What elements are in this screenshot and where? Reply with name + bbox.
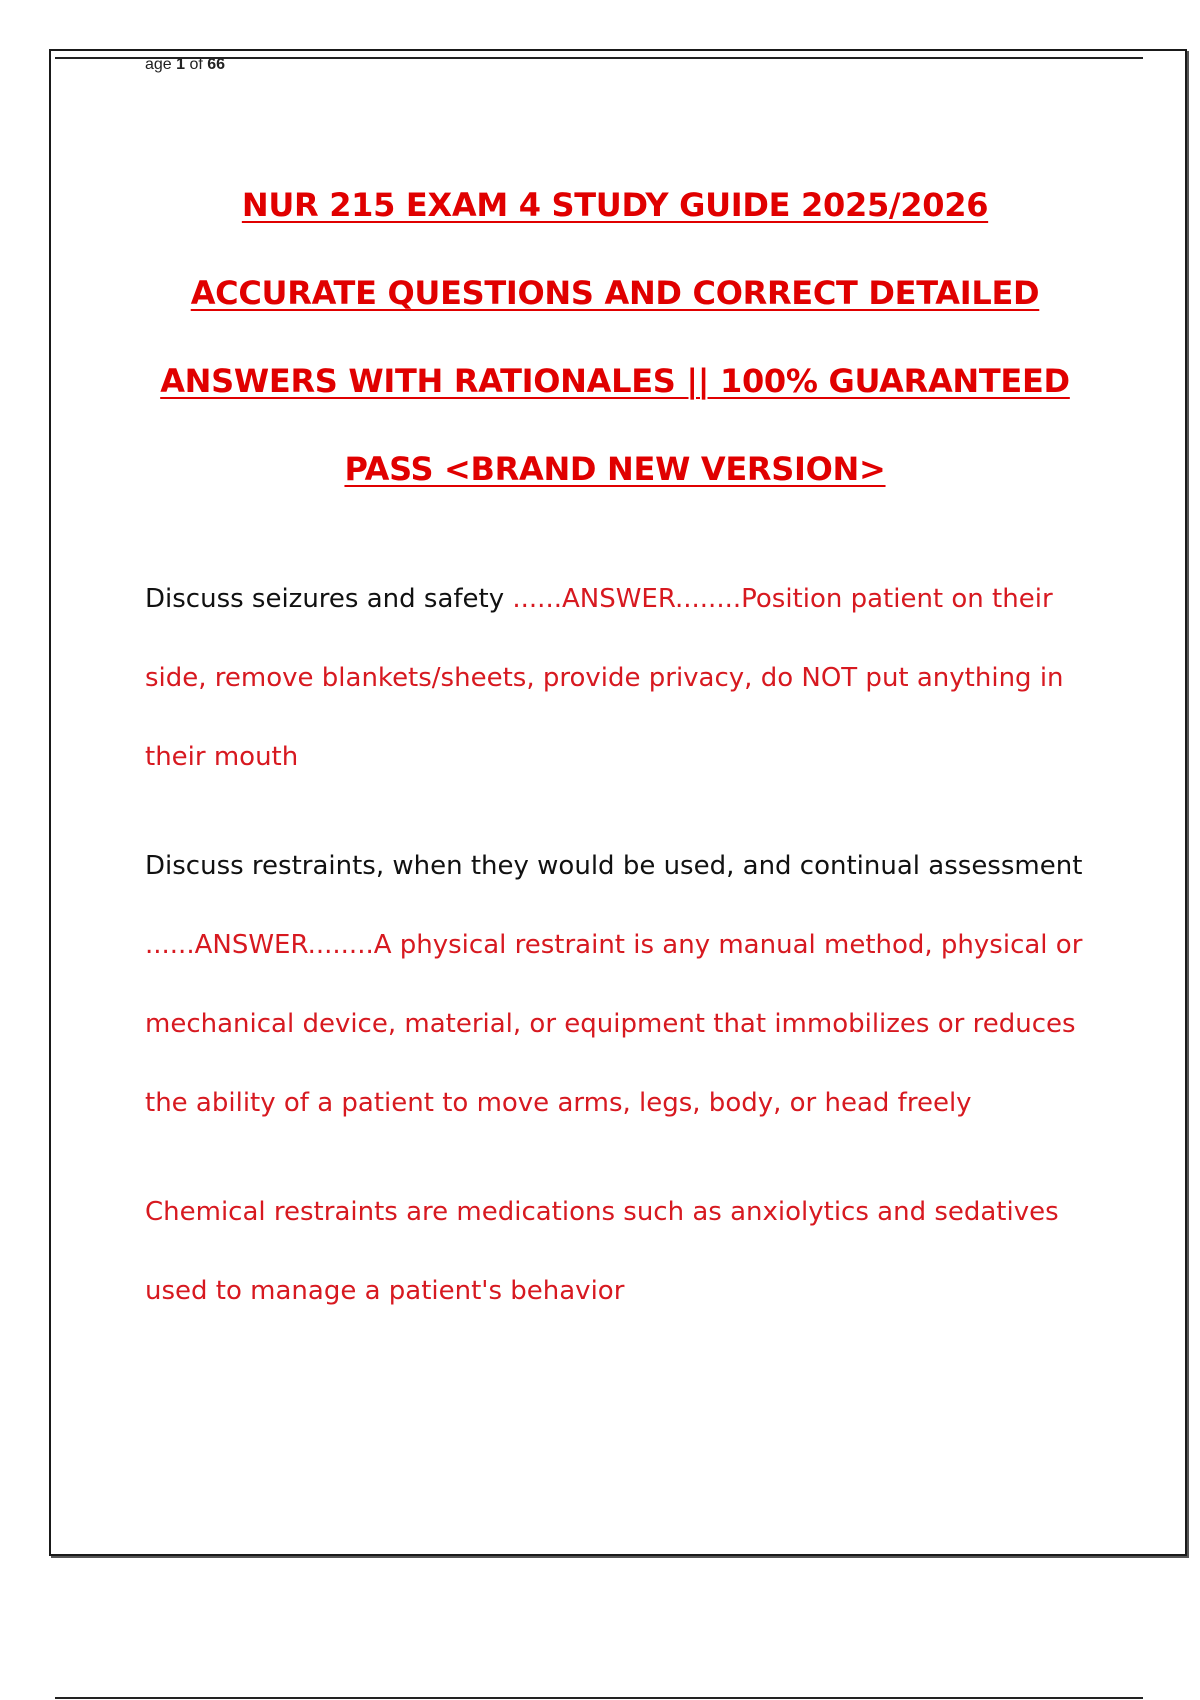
chemical-restraints-paragraph: Chemical restraints are medications such as anxiolytics and sedatives used to manage a patient's behavior — [145, 1197, 1059, 1306]
answer-text: ......ANSWER........A physical restraint is any manual method, physical or mechanical device, material, or equipment that immobilizes or reduces the ability of a patient to move arms, legs, body, or head freely — [145, 930, 1083, 1118]
page-number — [145, 55, 225, 75]
document-title — [55, 170, 1175, 522]
title-line-3: ANSWERS WITH RATIONALES || 100% GUARANTEED — [160, 362, 1070, 400]
question-text: Discuss restraints, when they would be used, and continual assessment — [145, 851, 1083, 881]
qa-item-seizures — [145, 560, 1105, 797]
footer-rule — [55, 1697, 1143, 1699]
page-of: of — [185, 56, 208, 73]
title-line-4: PASS <BRAND NEW VERSION> — [344, 450, 886, 488]
answer-text: ......ANSWER........Position patient on their side, remove blankets/sheets, provide privacy, do NOT put anything in their mouth — [145, 584, 1064, 772]
page-total: 66 — [207, 56, 226, 73]
title-line-1: NUR 215 EXAM 4 STUDY GUIDE 2025/2026 — [241, 186, 989, 224]
qa-item-restraints — [145, 827, 1105, 1143]
page-current: 1 — [176, 56, 186, 73]
title-line-2: ACCURATE QUESTIONS AND CORRECT DETAILED — [190, 274, 1040, 312]
page-prefix: age — [145, 56, 177, 73]
question-text: Discuss seizures and safety — [145, 584, 513, 614]
qa-content — [145, 560, 1105, 1331]
